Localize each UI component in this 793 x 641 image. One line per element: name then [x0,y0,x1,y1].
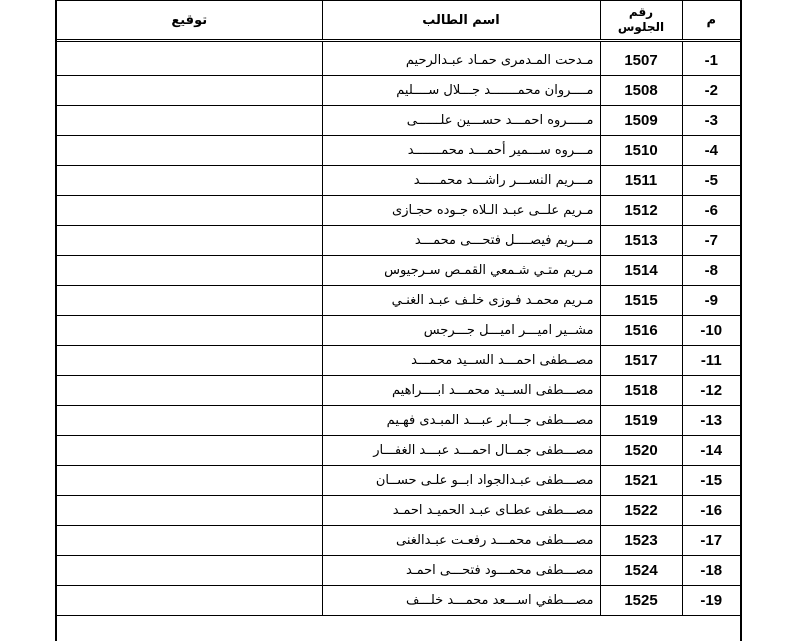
seat-number: 1512 [600,196,682,226]
seat-number: 1523 [600,526,682,556]
student-name: مصـــطفى عطـاى عبـد الحميـد احمـد [322,496,600,526]
seat-number: 1511 [600,166,682,196]
signature-cell[interactable] [57,346,322,376]
seat-number: 1509 [600,106,682,136]
student-roster-table [57,1,740,616]
student-name: مـــريم النســـر راشـــد محمـــــد [322,166,600,196]
student-name: مصـــطفى جـــابر عبـــد المبـدى فهـيم [322,406,600,436]
signature-cell[interactable] [57,496,322,526]
student-name: مشــير اميـــر اميـــل جـــرجس [322,316,600,346]
seat-number: 1516 [600,316,682,346]
row-number: -12 [682,376,740,406]
table-row [57,196,740,226]
row-number: -7 [682,226,740,256]
row-number: -3 [682,106,740,136]
row-number: -15 [682,466,740,496]
signature-cell[interactable] [57,136,322,166]
signature-cell[interactable] [57,376,322,406]
table-row [57,466,740,496]
student-name: مصـــطفى الســيد محمـــد ابــــراهيم [322,376,600,406]
row-number: -18 [682,556,740,586]
table-row [57,556,740,586]
student-name: مصـــطفي اســـعد محمـــد خلـــف [322,586,600,616]
header-student-name: اسم الطالب [322,1,600,41]
row-number: -17 [682,526,740,556]
seat-number: 1519 [600,406,682,436]
table-row [57,76,740,106]
table-row [57,496,740,526]
student-name: مــــروان محمـــــــد جـــلال ســــليم [322,76,600,106]
seat-number: 1508 [600,76,682,106]
signature-cell[interactable] [57,76,322,106]
table-row [57,526,740,556]
student-name: مـــروه ســـمير أحمـــد محمـــــــد [322,136,600,166]
header-seat-line1: رقم [628,5,654,19]
student-name: مـريم محمـد فـوزى خلـف عبـد الغنـي [322,286,600,316]
row-number: -1 [682,46,740,76]
student-name: مصـــطفى محمـــود فتحـــى احمـد [322,556,600,586]
row-number: -6 [682,196,740,226]
student-name: مصـــطفى محمـــد رفعـت عبـدالغنى [322,526,600,556]
signature-cell[interactable] [57,586,322,616]
table-row [57,436,740,466]
signature-cell[interactable] [57,316,322,346]
table-row [57,346,740,376]
table-row [57,316,740,346]
seat-number: 1514 [600,256,682,286]
signature-cell[interactable] [57,166,322,196]
row-number: -16 [682,496,740,526]
row-number: -10 [682,316,740,346]
header-seat-number [600,1,682,41]
seat-number: 1518 [600,376,682,406]
seat-number: 1521 [600,466,682,496]
seat-number: 1520 [600,436,682,466]
signature-cell[interactable] [57,406,322,436]
table-row [57,256,740,286]
header-signature: توقيع [57,1,322,41]
student-name: مـــريم فيصــــل فتحـــى محمـــد [322,226,600,256]
student-name: مصــطفى احمـــد الســيد محمـــد [322,346,600,376]
seat-number: 1524 [600,556,682,586]
row-number: -4 [682,136,740,166]
table-row [57,376,740,406]
row-number: -5 [682,166,740,196]
student-name: مـدحت المـدمرى حمـاد عبـدالرحيم [322,46,600,76]
seat-number: 1525 [600,586,682,616]
row-number: -11 [682,346,740,376]
signature-cell[interactable] [57,46,322,76]
table-row [57,586,740,616]
seat-number: 1513 [600,226,682,256]
seat-number: 1507 [600,46,682,76]
signature-cell[interactable] [57,556,322,586]
row-number: -2 [682,76,740,106]
seat-number: 1510 [600,136,682,166]
table-row [57,406,740,436]
student-name: مصـــطفى جمــال احمـــد عبـــد الغفـــار [322,436,600,466]
student-name: مـريم علــى عبـد الـلاه جـوده حجـازى [322,196,600,226]
seat-number: 1522 [600,496,682,526]
attendance-sheet [55,0,742,641]
signature-cell[interactable] [57,466,322,496]
signature-cell[interactable] [57,106,322,136]
seat-number: 1517 [600,346,682,376]
table-row [57,286,740,316]
table-row [57,136,740,166]
header-seat-line2: الجلوس [617,20,665,34]
student-name: مصـــطفى عبـدالجواد ابــو علـى حســان [322,466,600,496]
row-number: -13 [682,406,740,436]
row-number: -14 [682,436,740,466]
row-number: -9 [682,286,740,316]
student-name: مـريم متـي شـمعي القمـص سـرجيوس [322,256,600,286]
table-row [57,106,740,136]
signature-cell[interactable] [57,226,322,256]
table-row [57,166,740,196]
row-number: -19 [682,586,740,616]
seat-number: 1515 [600,286,682,316]
signature-cell[interactable] [57,196,322,226]
signature-cell[interactable] [57,526,322,556]
signature-cell[interactable] [57,436,322,466]
signature-cell[interactable] [57,256,322,286]
row-number: -8 [682,256,740,286]
header-number: م [682,1,740,41]
signature-cell[interactable] [57,286,322,316]
student-name: مـــــروه احمـــد حســـين علــــــى [322,106,600,136]
table-header-row [57,1,740,41]
table-row [57,46,740,76]
table-row [57,226,740,256]
